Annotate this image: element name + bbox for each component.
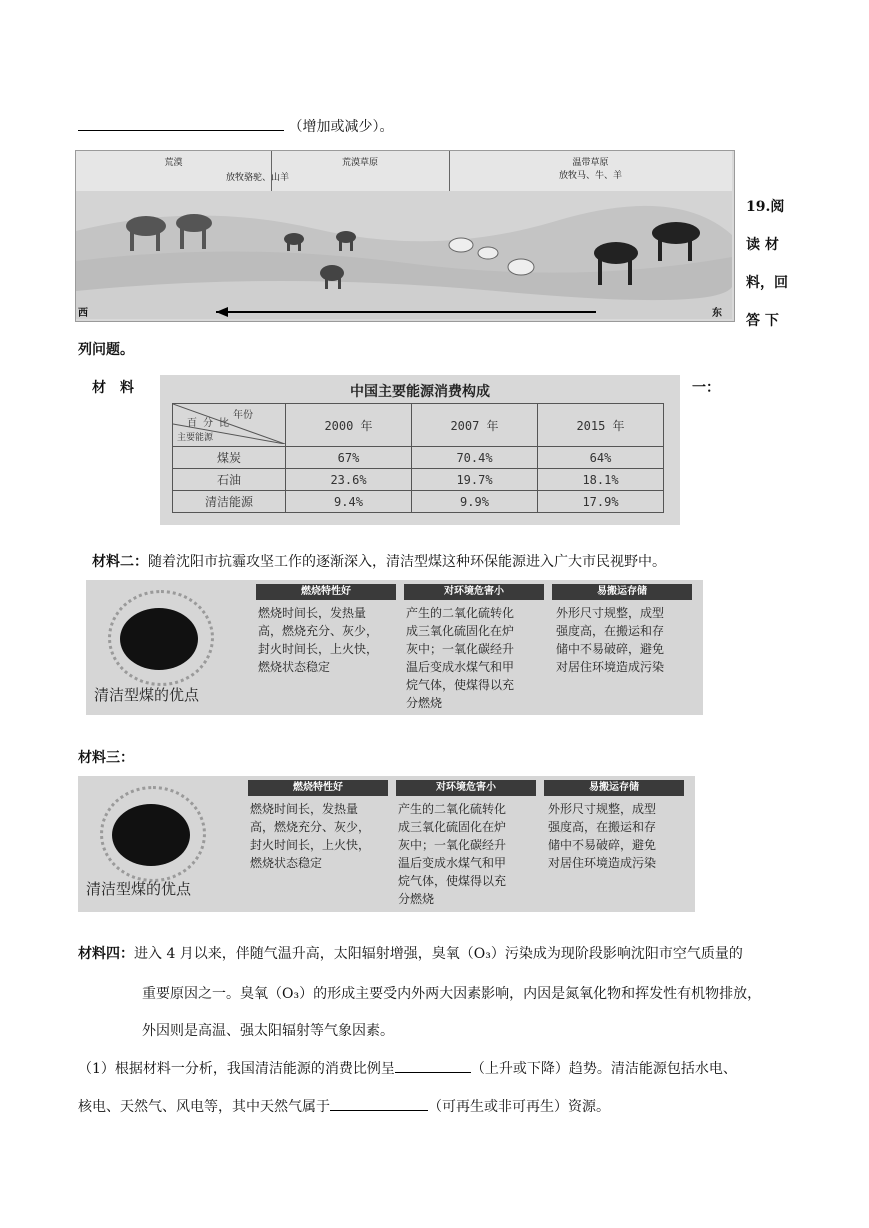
col-header: 易搬运存储 — [552, 584, 692, 600]
year-header: 2015 年 — [538, 404, 664, 447]
cell: 17.9% — [538, 491, 664, 513]
q1-text: 核电、天然气、风电等，其中天然气属于 — [78, 1099, 330, 1115]
fill-blank[interactable] — [78, 116, 284, 131]
year-header: 2007 年 — [412, 404, 538, 447]
answer-line-1 — [78, 116, 393, 137]
col-header: 燃烧特性好 — [248, 780, 388, 796]
table-row — [173, 447, 664, 469]
table-row — [173, 491, 664, 513]
material2-label: 材料二： — [92, 554, 148, 570]
material1-label-end: 一： — [692, 380, 720, 396]
q19-line: 读 材 — [746, 237, 779, 253]
panel-caption: 清洁型煤的优点 — [94, 686, 200, 704]
zone-animals: 放牧马、牛、羊 — [558, 171, 622, 181]
zone-header — [76, 151, 732, 192]
cell: 70.4% — [412, 447, 538, 469]
q19-continuation: 列问题。 — [78, 342, 134, 358]
fill-blank[interactable] — [395, 1058, 471, 1073]
col-header: 对环境危害小 — [396, 780, 536, 796]
col-header: 燃烧特性好 — [256, 584, 396, 600]
zone-desert-steppe — [271, 151, 450, 191]
zone-animals: 放牧骆驼、山羊 — [226, 173, 290, 183]
zone-name: 荒漠 — [164, 158, 183, 168]
cell: 67% — [286, 447, 412, 469]
coal-icon — [120, 608, 198, 670]
cell: 19.7% — [412, 469, 538, 491]
col-header: 易搬运存储 — [544, 780, 684, 796]
table-corner — [173, 404, 286, 447]
table-row — [173, 469, 664, 491]
question-1-line1 — [78, 1058, 737, 1079]
material4-text: 进入 4 月以来，伴随气温升高，太阳辐射增强，臭氧（O₃）污染成为现阶段影响沈阳市空气质量的 — [134, 946, 743, 962]
year-header: 2000 年 — [286, 404, 412, 447]
fill-blank[interactable] — [330, 1096, 428, 1111]
east-label: 东 — [712, 308, 722, 319]
landscape-illustration — [76, 191, 732, 319]
question-1-line2 — [78, 1096, 610, 1117]
corner-pct: 百 分 比 — [187, 418, 230, 429]
q1-text: （可再生或非可再生）资源。 — [428, 1099, 610, 1115]
material4-label: 材料四： — [78, 946, 134, 962]
col1-text: 燃烧时间长，发热量 高，燃烧充分、灰少， 封火时间长，上火快， 燃烧状态稳定 — [250, 802, 371, 870]
grassland-transect-figure — [75, 150, 735, 322]
material2-text — [92, 552, 666, 572]
coal-icon — [112, 804, 190, 866]
material1-label: 材 料 — [92, 380, 134, 396]
col1-text: 燃烧时间长，发热量 高，燃烧充分、灰少， 封火时间长，上火快， 燃烧状态稳定 — [258, 606, 379, 674]
cell: 18.1% — [538, 469, 664, 491]
clean-coal-advantages-panel — [86, 580, 703, 715]
table-title: 中国主要能源消费构成 — [350, 384, 490, 400]
question-19-side — [746, 188, 788, 340]
q19-line: 料，回 — [746, 275, 788, 291]
col3-text: 外形尺寸规整，成型 强度高，在搬运和存 储中不易破碎，避免 对居住环境造成污染 — [556, 606, 665, 674]
row-name: 煤炭 — [173, 447, 286, 469]
cell: 9.9% — [412, 491, 538, 513]
corner-year: 年份 — [233, 410, 253, 421]
zone-name: 温带草原 — [572, 158, 609, 168]
cell: 23.6% — [286, 469, 412, 491]
blank-hint: （增加或减少）。 — [288, 119, 394, 135]
cell: 64% — [538, 447, 664, 469]
q19-line: 19.阅 — [746, 199, 785, 215]
col2-text: 产生的二氧化硫转化 成三氧化硫固化在炉 灰中；一氧化碳经升 温后变成水煤气和甲 烷气体，使煤得以充 分燃烧 — [406, 606, 515, 710]
q19-line: 答 下 — [746, 313, 779, 329]
west-label: 西 — [78, 308, 88, 319]
material3-label: 材料三： — [78, 750, 134, 766]
clean-coal-advantages-panel — [78, 776, 695, 912]
corner-type: 主要能源 — [177, 433, 214, 443]
row-name: 石油 — [173, 469, 286, 491]
col3-text: 外形尺寸规整，成型 强度高，在搬运和存 储中不易破碎，避免 对居住环境造成污染 — [548, 802, 657, 870]
row-name: 清洁能源 — [173, 491, 286, 513]
energy-table — [172, 403, 664, 513]
material2-body: 随着沈阳市抗霾攻坚工作的逐渐深入，清洁型煤这种环保能源进入广大市民视野中。 — [148, 554, 666, 570]
col-header: 对环境危害小 — [404, 584, 544, 600]
q1-text: （上升或下降）趋势。清洁能源包括水电、 — [470, 1061, 737, 1077]
material4-line1 — [78, 944, 743, 964]
cell: 9.4% — [286, 491, 412, 513]
zone-temperate-steppe — [449, 151, 732, 191]
col2-text: 产生的二氧化硫转化 成三氧化硫固化在炉 灰中；一氧化碳经升 温后变成水煤气和甲 烷气体，使煤得以充 分燃烧 — [398, 802, 507, 906]
q1-text: （1）根据材料一分析，我国清洁能源的消费比例呈 — [78, 1061, 395, 1077]
energy-consumption-table — [160, 375, 680, 525]
zone-name: 荒漠草原 — [341, 158, 378, 168]
material4-line2: 重要原因之一。臭氧（O₃）的形成主要受内外两大因素影响，内因是氮氧化物和挥发性有机物排放， — [142, 986, 762, 1002]
material4-line3: 外因则是高温、强太阳辐射等气象因素。 — [142, 1023, 394, 1039]
panel-caption: 清洁型煤的优点 — [86, 880, 192, 898]
